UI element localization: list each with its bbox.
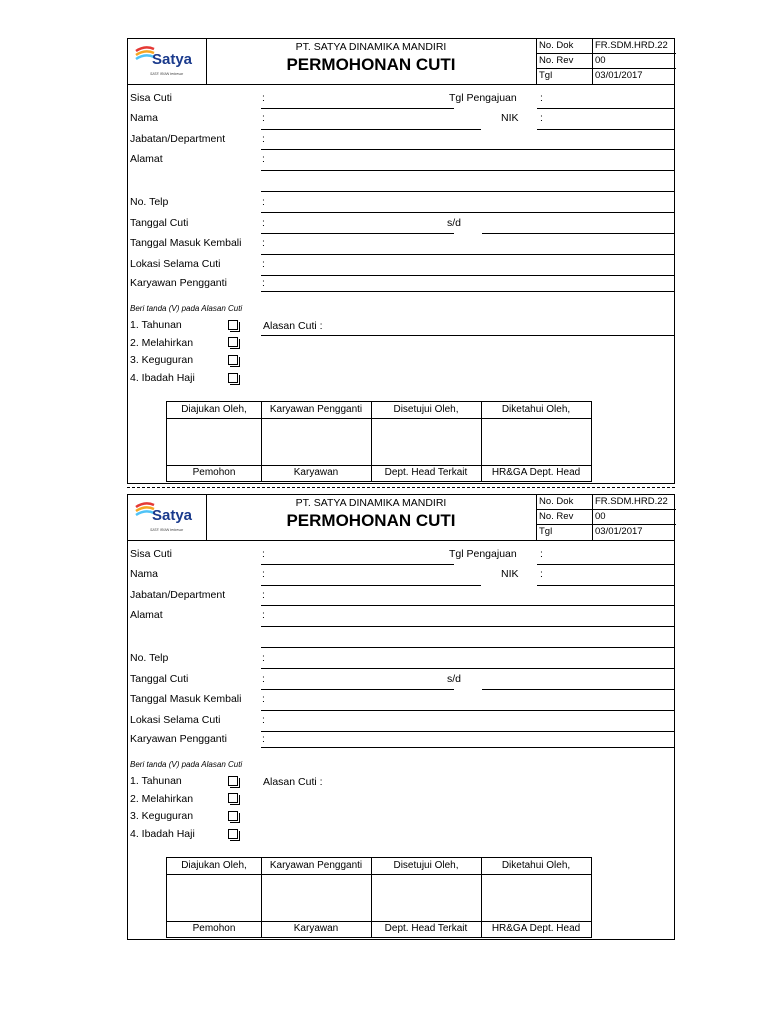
reason-tahunan: 1. Tahunan: [130, 775, 182, 787]
input-alamat[interactable]: [261, 626, 674, 627]
reason-keguguran: 3. Keguguran: [130, 354, 194, 366]
doc-value-tgl: 03/01/2017: [595, 70, 643, 81]
input-no-telp[interactable]: [261, 212, 674, 213]
sig-footer-pemohon: Pemohon: [192, 467, 236, 478]
colon: :: [540, 112, 543, 124]
label-nik: NIK: [501, 112, 519, 124]
sig-header-pengganti: Karyawan Pengganti: [269, 860, 363, 871]
input-tanggal-cuti-end[interactable]: [482, 689, 674, 690]
colon: :: [262, 548, 265, 560]
checkbox-ibadah-haji[interactable]: [228, 829, 238, 839]
checkbox-tahunan[interactable]: [228, 320, 238, 330]
colon: :: [262, 589, 265, 601]
input-lokasi[interactable]: [261, 275, 674, 276]
input-no-telp[interactable]: [261, 668, 674, 669]
doc-label-no-rev: No. Rev: [539, 55, 574, 66]
sig-header-disetujui: Disetujui Oleh,: [393, 860, 459, 871]
colon: :: [262, 652, 265, 664]
label-alasan-cuti: Alasan Cuti :: [263, 320, 323, 332]
input-pengganti[interactable]: [261, 291, 674, 292]
doc-value-no-rev: 00: [595, 511, 606, 522]
label-lokasi: Lokasi Selama Cuti: [130, 258, 221, 270]
input-tgl-pengajuan[interactable]: [537, 564, 674, 565]
input-alamat[interactable]: [261, 170, 674, 171]
doc-label-tgl: Tgl: [539, 70, 553, 81]
doc-value-no-dok: FR.SDM.HRD.22: [595, 40, 668, 51]
label-tanggal-cuti: Tanggal Cuti: [130, 673, 189, 685]
form-title: PERMOHONAN CUTI: [286, 511, 456, 530]
sig-footer-dept-head: Dept. Head Terkait: [384, 467, 468, 478]
sig-footer-pemohon: Pemohon: [192, 923, 236, 934]
label-alamat: Alamat: [130, 153, 163, 165]
colon: :: [262, 277, 265, 289]
input-tanggal-cuti-start[interactable]: [261, 233, 454, 234]
doc-value-no-dok: FR.SDM.HRD.22: [595, 496, 668, 507]
logo-tagline: SATE IRIAN terbesar: [150, 72, 184, 76]
doc-label-no-dok: No. Dok: [539, 40, 574, 51]
input-sisa-cuti[interactable]: [261, 564, 454, 565]
sig-footer-hrga: HR&GA Dept. Head: [491, 467, 581, 478]
label-lokasi: Lokasi Selama Cuti: [130, 714, 221, 726]
company-name: PT. SATYA DINAMIKA MANDIRI: [295, 497, 447, 509]
label-alasan-cuti: Alasan Cuti :: [263, 776, 323, 788]
sig-footer-dept-head: Dept. Head Terkait: [384, 923, 468, 934]
sig-header-diketahui: Diketahui Oleh,: [501, 404, 571, 415]
colon: :: [262, 693, 265, 705]
label-no-telp: No. Telp: [130, 652, 169, 664]
company-name: PT. SATYA DINAMIKA MANDIRI: [295, 41, 447, 53]
label-nama: Nama: [130, 112, 159, 124]
input-tanggal-cuti-end[interactable]: [482, 233, 674, 234]
colon: :: [262, 673, 265, 685]
reason-tahunan: 1. Tahunan: [130, 319, 182, 331]
checkbox-melahirkan[interactable]: [228, 793, 238, 803]
sig-header-diajukan: Diajukan Oleh,: [181, 860, 247, 871]
label-tanggal-masuk: Tanggal Masuk Kembali: [130, 237, 242, 249]
label-sd: s/d: [447, 673, 462, 685]
sig-header-diajukan: Diajukan Oleh,: [181, 404, 247, 415]
input-tgl-pengajuan[interactable]: [537, 108, 674, 109]
input-tanggal-cuti-start[interactable]: [261, 689, 454, 690]
checkbox-melahirkan[interactable]: [228, 337, 238, 347]
colon: :: [262, 733, 265, 745]
label-nama: Nama: [130, 568, 159, 580]
colon: :: [262, 217, 265, 229]
doc-label-no-dok: No. Dok: [539, 496, 574, 507]
sig-header-disetujui: Disetujui Oleh,: [393, 404, 459, 415]
label-sisa-cuti: Sisa Cuti: [130, 548, 173, 560]
input-sisa-cuti[interactable]: [261, 108, 454, 109]
input-nik[interactable]: [537, 129, 674, 130]
reason-keguguran: 3. Keguguran: [130, 810, 194, 822]
label-jabatan: Jabatan/Department: [130, 589, 226, 601]
label-tgl-pengajuan: Tgl Pengajuan: [449, 92, 517, 104]
input-lokasi[interactable]: [261, 731, 674, 732]
checkbox-keguguran[interactable]: [228, 811, 238, 821]
label-tgl-pengajuan: Tgl Pengajuan: [449, 548, 517, 560]
doc-info: [536, 495, 676, 540]
doc-label-no-rev: No. Rev: [539, 511, 574, 522]
label-pengganti: Karyawan Pengganti: [130, 277, 227, 289]
logo: [128, 495, 207, 540]
colon: :: [262, 237, 265, 249]
input-alamat-2[interactable]: [261, 647, 674, 648]
reason-melahirkan: 2. Melahirkan: [130, 793, 194, 805]
reason-note: Beri tanda (V) pada Alasan Cuti: [130, 304, 243, 313]
label-no-telp: No. Telp: [130, 196, 169, 208]
colon: :: [540, 548, 543, 560]
input-jabatan[interactable]: [261, 149, 674, 150]
sig-header-diketahui: Diketahui Oleh,: [501, 860, 571, 871]
sig-header-pengganti: Karyawan Pengganti: [269, 404, 363, 415]
label-tanggal-masuk: Tanggal Masuk Kembali: [130, 693, 242, 705]
signature-table: [166, 401, 592, 482]
reason-melahirkan: 2. Melahirkan: [130, 337, 194, 349]
input-nama[interactable]: [261, 129, 481, 130]
colon: :: [262, 568, 265, 580]
leave-form-1: [127, 38, 675, 484]
label-tanggal-cuti: Tanggal Cuti: [130, 217, 189, 229]
colon: :: [262, 112, 265, 124]
colon: :: [262, 609, 265, 621]
colon: :: [262, 714, 265, 726]
label-jabatan: Jabatan/Department: [130, 133, 226, 145]
input-nik[interactable]: [537, 585, 674, 586]
doc-value-tgl: 03/01/2017: [595, 526, 643, 537]
reason-ibadah-haji: 4. Ibadah Haji: [130, 372, 195, 384]
colon: :: [540, 92, 543, 104]
cut-line: [127, 487, 675, 488]
signature-table: [166, 857, 592, 938]
label-sisa-cuti: Sisa Cuti: [130, 92, 173, 104]
checkbox-tahunan[interactable]: [228, 776, 238, 786]
label-pengganti: Karyawan Pengganti: [130, 733, 227, 745]
input-alamat-2[interactable]: [261, 191, 674, 192]
colon: :: [540, 568, 543, 580]
sig-footer-hrga: HR&GA Dept. Head: [491, 923, 581, 934]
input-pengganti[interactable]: [261, 747, 674, 748]
colon: :: [262, 258, 265, 270]
label-nik: NIK: [501, 568, 519, 580]
input-alasan-cuti[interactable]: [261, 335, 674, 336]
doc-value-no-rev: 00: [595, 55, 606, 66]
logo-tagline: SATE IRIAN terbesar: [150, 528, 184, 532]
label-alamat: Alamat: [130, 609, 163, 621]
input-tanggal-masuk[interactable]: [261, 254, 674, 255]
input-jabatan[interactable]: [261, 605, 674, 606]
doc-label-tgl: Tgl: [539, 526, 553, 537]
reason-ibadah-haji: 4. Ibadah Haji: [130, 828, 195, 840]
logo-text: Satya: [152, 51, 193, 68]
input-tanggal-masuk[interactable]: [261, 710, 674, 711]
checkbox-ibadah-haji[interactable]: [228, 373, 238, 383]
reason-note: Beri tanda (V) pada Alasan Cuti: [130, 760, 243, 769]
checkbox-keguguran[interactable]: [228, 355, 238, 365]
input-nama[interactable]: [261, 585, 481, 586]
colon: :: [262, 92, 265, 104]
colon: :: [262, 153, 265, 165]
logo: [128, 39, 207, 84]
sig-footer-karyawan: Karyawan: [293, 467, 339, 478]
form-title: PERMOHONAN CUTI: [286, 55, 456, 74]
colon: :: [262, 133, 265, 145]
sig-footer-karyawan: Karyawan: [293, 923, 339, 934]
label-sd: s/d: [447, 217, 462, 229]
doc-info: [536, 39, 676, 84]
logo-text: Satya: [152, 507, 193, 524]
colon: :: [262, 196, 265, 208]
leave-form-2: [127, 494, 675, 940]
